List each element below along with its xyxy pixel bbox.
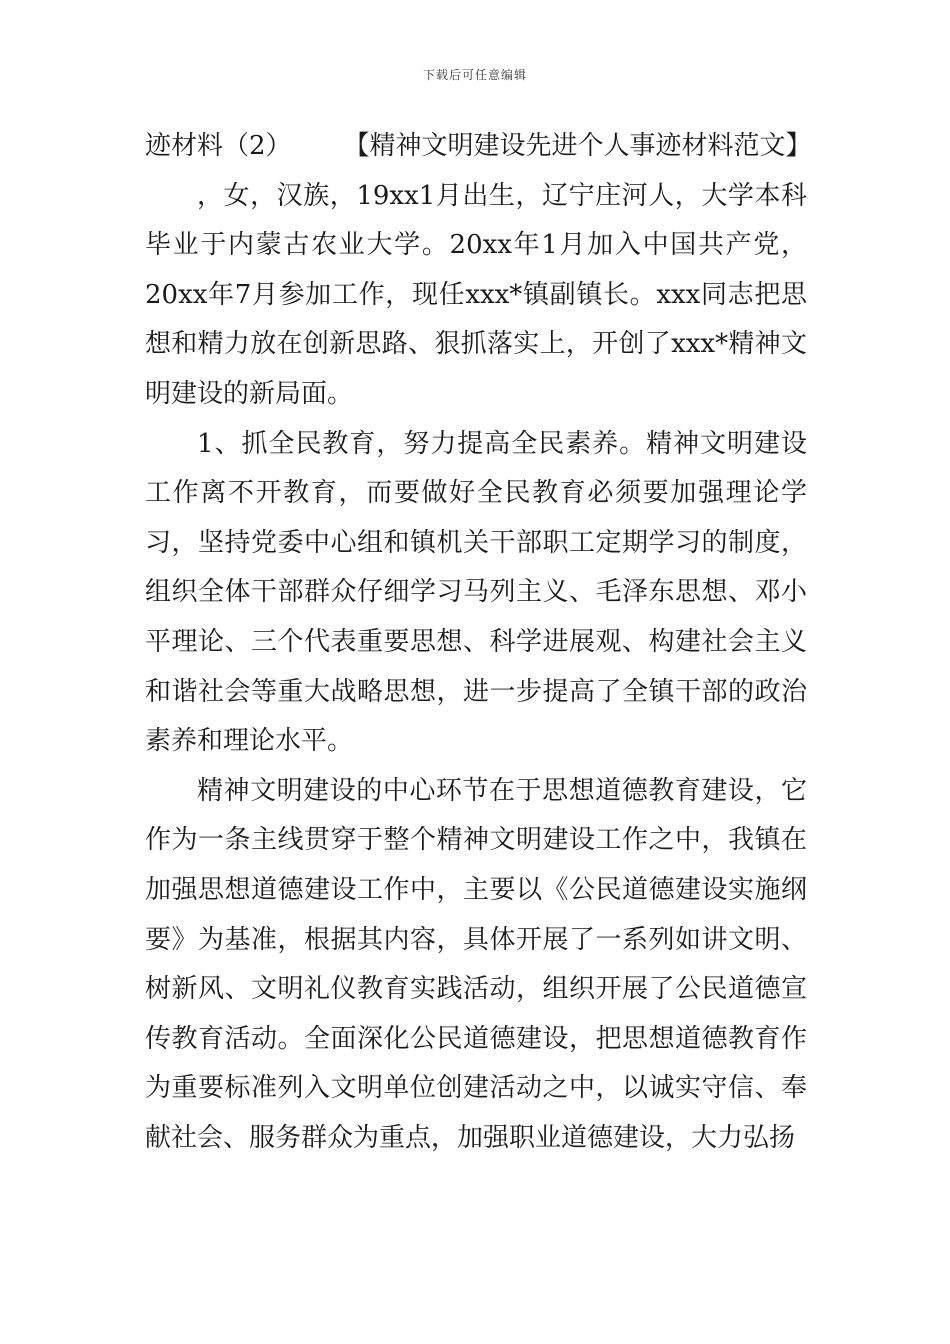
document-body — [145, 122, 812, 1163]
header-note: 下载后可任意编辑 — [422, 68, 527, 82]
paragraph-intro: ，女，汉族，19xx1月出生，辽宁庄河人，大学本科毕业于内蒙古农业大学。20xx年1月加入中国共产党，20xx年7月参加工作，现任xxx*镇副镇长。xxx同志把思想和精力放在创新思路、狠抓落实上，开创了xxx*精神文明建设的新局面。 — [145, 180, 807, 409]
paragraph-moral-education: 精神文明建设的中心环节在于思想道德教育建设，它作为一条主线贯穿于整个精神文明建设工作之中，我镇在加强思想道德建设工作中，主要以《公民道德建设实施纲要》为基准，根据其内容，具体开展了一系列如讲文明、树新风、文明礼仪教育实践活动，组织开展了公民道德宣传教育活动。全面深化公民道德建设，把思想道德教育作为重要标准列入文明单位创建活动之中，以诚实守信、奉献社会、服务群众为重点，加强职业道德建设，大力弘扬 — [145, 775, 807, 1153]
paragraph-education: 1、抓全民教育，努力提高全民素养。精神文明建设工作离不开教育，而要做好全民教育必须要加强理论学习，坚持党委中心组和镇机关干部职工定期学习的制度，组织全体干部群众仔细学习马列主义、毛泽东思想、邓小平理论、三个代表重要思想、科学进展观、构建社会主义和谐社会等重大战略思想，进一步提高了全镇干部的政治素养和理论水平。 — [145, 428, 807, 757]
document-title: 迹材料（2） 【精神文明建设先进个人事迹材料范文】 — [145, 131, 812, 161]
